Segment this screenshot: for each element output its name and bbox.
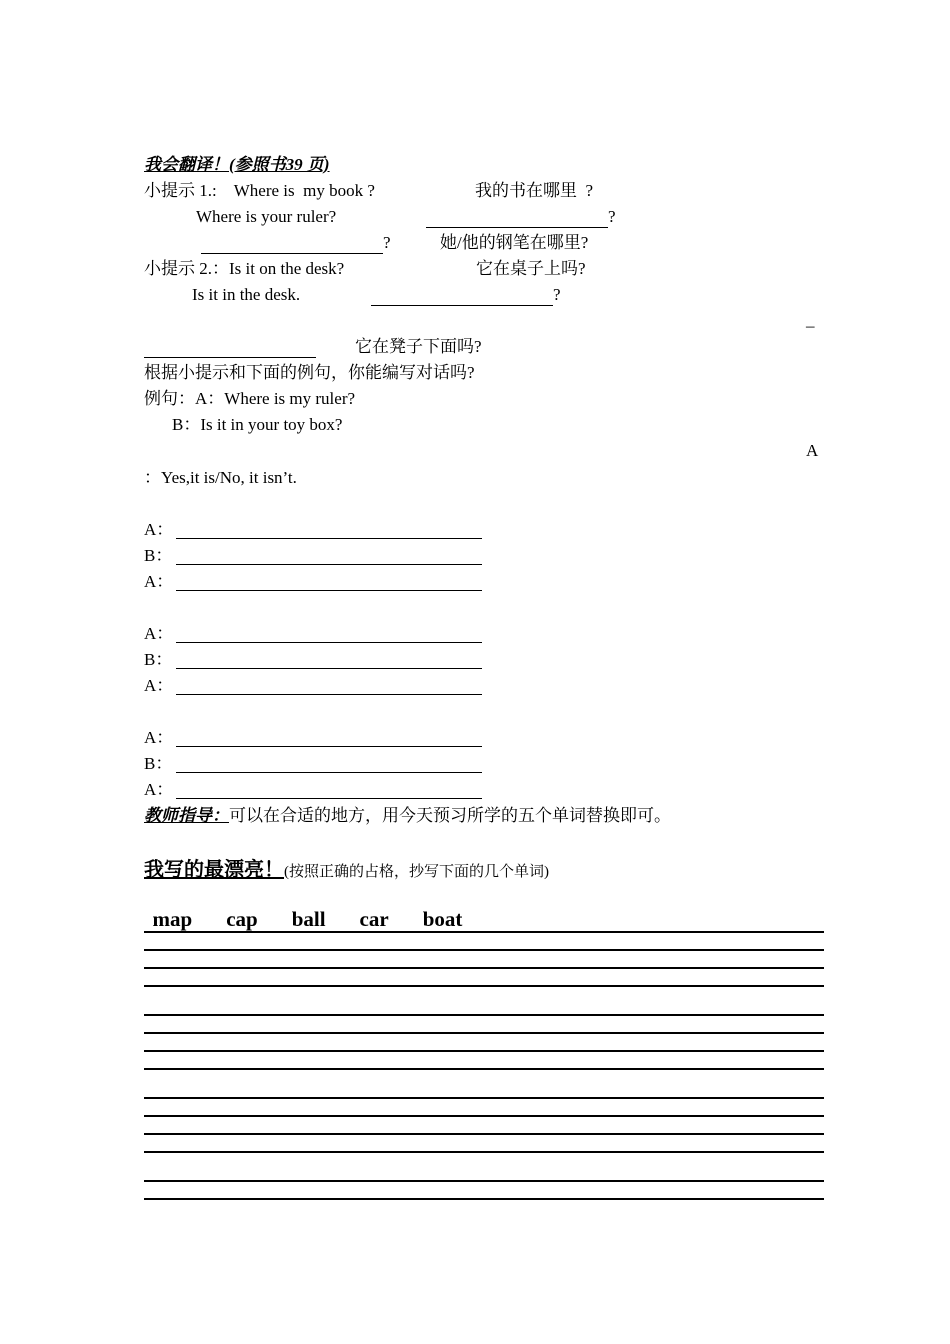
word-boat: boat bbox=[422, 907, 463, 931]
word-cap: cap bbox=[226, 907, 258, 931]
word-ball: ball bbox=[291, 907, 326, 931]
example-line-b: B：Is it in your toy box? bbox=[172, 415, 343, 434]
teacher-guidance-text: 可以在合适的地方，用今天预习所学的五个单词替换即可。 bbox=[229, 806, 671, 825]
hint-1: 小提示 1.: Where is my book ? bbox=[144, 181, 375, 200]
sentence-ruler: Where is your ruler? bbox=[196, 207, 337, 226]
word-list bbox=[144, 883, 496, 933]
writing-note: (按照正确的占格，抄写下面的几个单词) bbox=[284, 864, 549, 880]
sentence-in-desk: Is it in the desk. bbox=[192, 285, 301, 304]
section-title-translate: 我会翻译！(参照书39 页) bbox=[144, 155, 330, 174]
word-map: map bbox=[152, 907, 193, 931]
answer-line-3[interactable]: ? bbox=[371, 285, 561, 306]
sentence-stool-chinese: 它在凳子下面吗? bbox=[355, 337, 482, 356]
hint-1-chinese: 我的书在哪里 ? bbox=[475, 181, 594, 200]
hint-2: 小提示 2.：Is it on the desk? bbox=[144, 259, 345, 278]
writing-header bbox=[144, 858, 549, 884]
example-reply: ：Yes,it is/No, it isn’t. bbox=[144, 468, 297, 487]
dialogue-intro: 根据小提示和下面的例句，你能编写对话吗? bbox=[144, 363, 475, 382]
answer-line-2[interactable]: ? bbox=[201, 233, 391, 254]
sentence-pen-chinese: 她/他的钢笔在哪里? bbox=[440, 233, 589, 252]
word-car: car bbox=[359, 907, 389, 931]
answer-line-1[interactable]: ? bbox=[426, 207, 616, 228]
example-line-a: 例句：A：Where is my ruler? bbox=[144, 389, 356, 408]
writing-title: 我写的最漂亮！ bbox=[144, 859, 284, 881]
stray-dash: – bbox=[806, 316, 815, 335]
example-line-a2: A bbox=[806, 441, 819, 460]
teacher-guidance bbox=[144, 806, 671, 826]
hint-2-chinese: 它在桌子上吗? bbox=[476, 259, 586, 278]
answer-line-4[interactable] bbox=[144, 337, 316, 358]
teacher-guidance-label: 教师指导： bbox=[144, 806, 229, 825]
